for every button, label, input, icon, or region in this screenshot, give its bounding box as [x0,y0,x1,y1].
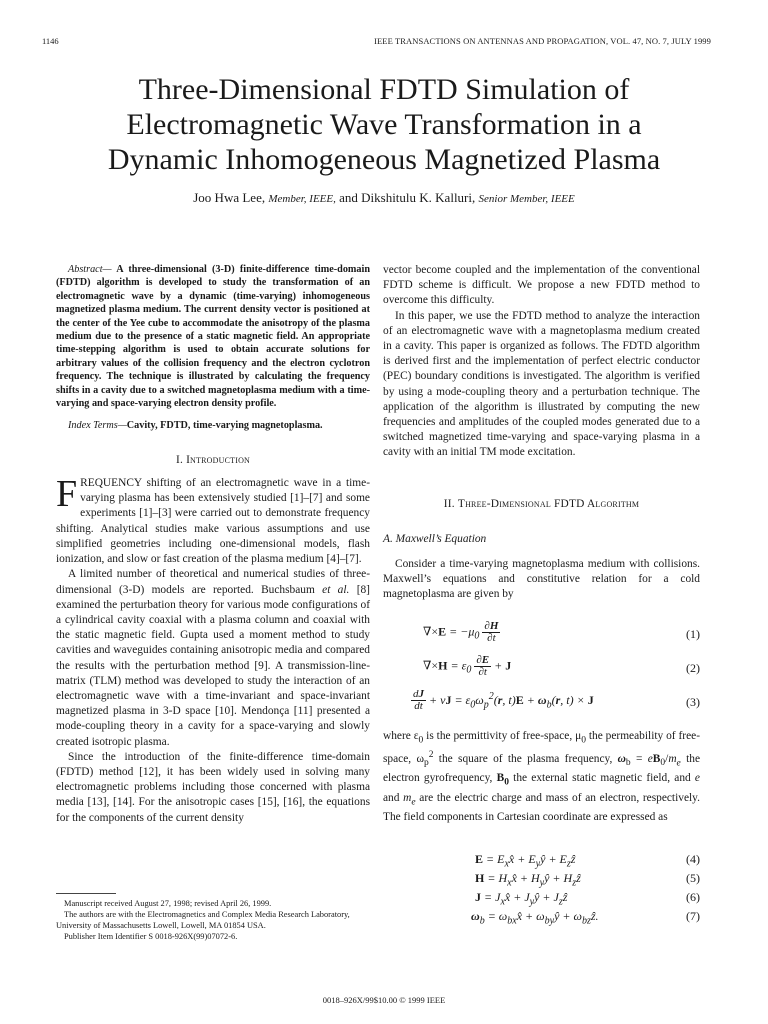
equation-1-number: (1) [686,626,700,641]
intro-p2-text-a: A limited number of theoretical and numerical studies of three-dimensional (3-D) models are reported. Buchsbaum [56,568,370,596]
text-run: where ε [383,729,419,742]
intro-paragraph-3: Since the introduction of the finite-difference time-domain (FDTD) method [12], it has been widely used in solving many electromagnetic problems including those concerned with plasma media [13], [14]. For the anisotropic cases [15], [16], the equations for the components of the current density [56,750,370,824]
equation-3-number: (3) [686,694,700,709]
equation-2-number: (2) [686,660,700,675]
right-column [383,263,700,928]
text-run: the permeability of free-space, ω [383,729,700,765]
equation-2-body: $\nabla\times H = \varepsilon_0$ $\frac{\partial E}{\partial t}$ + J [423,653,512,678]
section-number: II. [443,497,455,510]
section-title: Introduction [186,453,251,466]
equations-4-7 [383,852,700,928]
equation-7-body: $\omega_b$ = $\omega_{bx}x̂$ + $\omega_{by}ŷ$ + $\omega_{bz}ẑ$. [471,908,599,926]
equation-3-body: $\frac{dJ}{dt}$ + $\nu J = \varepsilon_0\omega_p^2(r$, $t)E + \omega_b(r$, t) × J [413,688,594,713]
et-al: et al. [322,583,350,596]
right-paragraph-4: where $\varepsilon_0$ is the permittivity of free-space, $\mu_0$ the permeability of free-space, $\omega_p^2$ the square of the plasma frequency, $\omega_b = eB_0/m_e$ the electron gyrofrequency, $B_0$ the external static magnetic field, and e and $m_e$ are the electric charge and mass of an electron, respectively. The field components in Cartesian coordinate are expressed as [383,729,701,824]
equation-6-number: (6) [686,889,700,904]
footnotes [56,893,370,942]
left-column [56,263,370,826]
copyright-line: 0018–926X/99$10.00 © 1999 IEEE [322,995,446,1005]
section-number: I. [175,453,183,466]
equation-7 [383,909,700,928]
equation-4-body: $E = E_xx̂$ + $E_yŷ$ + $E_zẑ$ [475,851,576,869]
author-1: Joo Hwa Lee, [193,190,266,205]
equation-3 [383,689,700,729]
text-run: and [383,791,400,804]
equation-2 [383,655,700,689]
equation-4-number: (4) [686,851,700,866]
equation-7-number: (7) [686,908,700,923]
equation-5-number: (5) [686,870,700,885]
intro-p1-text: REQUENCY shifting of an electromagnetic wave in a time-varying plasma has been extensively studied [1]–[7] and some experiments [1]–[3] were carried out to demonstrate frequency shifting. Analytical studies make various assumptions and use simplified geometries including one-dimensional models, flash ionization, and slow or fast creation of the plasma medium [4]–[7]. [56,477,370,566]
title-line-2: Electromagnetic Wave Transformation in a [126,108,642,141]
subsection-heading: A. Maxwell’s Equation [383,532,487,545]
footnote-received: Manuscript received August 27, 1998; revised April 26, 1999. [64,899,272,908]
abstract [56,263,370,410]
author-conjunction: and [339,190,358,205]
footnote-publisher-id: Publisher Item Identifier S 0018-926X(99)07072-6. [64,932,238,941]
index-terms-text: Cavity, FDTD, time-varying magnetoplasma. [126,420,323,432]
equation-6 [383,890,700,909]
equation-5-body: $H = H_xx̂$ + $H_yŷ$ + $H_zẑ$ [475,870,581,888]
equation-1-body: $\nabla\times E = -\mu_0$ $\frac{\partial H}{\partial t}$ [423,619,499,644]
right-paragraph-1: vector become coupled and the implementation of the conventional FDTD scheme is difficult. We propose a new FDTD method to overcome this difficulty. [383,264,700,307]
intro-paragraph-2 [56,567,370,749]
abstract-text: A three-dimensional (3-D) finite-difference time-domain (FDTD) algorithm is developed to study the transformation of an electromagnetic wave by a dynamic (time-varying) inhomogeneous magnetized plasma medium. The current density vector is positioned at the center of the Yee cube to accommodate the anisotropy of the plasma medium due to the presence of a static magnetic field. An appropriate time-stepping algorithm is used to obtain accurate solutions for arbitrary values of the collision frequency and the electron cyclotron frequency. The technique is illustrated by calculating the frequency shifts in a cavity due to a switched magnetoplasma medium with a time-varying and space-varying electron density profile. [56,264,371,410]
drop-cap: F [56,473,78,516]
text-run: the square of the plasma frequency, [438,752,613,765]
author-1-role: Member, IEEE, [268,193,336,205]
equation-1 [383,621,700,655]
title-line-3: Dynamic Inhomogeneous Magnetized Plasma [107,143,661,176]
index-terms-label: Index Terms— [68,420,127,432]
index-terms [56,419,370,432]
intro-paragraph-1 [56,473,370,567]
author-line [40,190,728,206]
footnote-affiliation: The authors are with the Electromagnetics and Complex Media Research Laboratory, University of Massachusetts Lowell, Lowell, MA 01854 USA. [56,910,350,930]
text-run: the electron gyrofrequency, [383,752,701,785]
footnote-rule [56,893,116,894]
equation-6-body: $J = J_xx̂$ + $J_yŷ$ + $J_zẑ$ [475,889,568,907]
author-2: Dikshitulu K. Kalluri, [361,190,476,205]
running-head: IEEE TRANSACTIONS ON ANTENNAS AND PROPAGATION, VOL. 47, NO. 7, JULY 1999 [374,36,711,46]
abstract-label: Abstract— [68,264,112,275]
section-title: Three-Dimensional FDTD Algorithm [457,497,640,510]
right-paragraph-3: Consider a time-varying magnetoplasma medium with collisions. Maxwell’s equations and constitutive relation for a cold magnetoplasma are given by [383,558,700,601]
section-heading-2 [383,497,700,512]
equation-5 [383,871,700,890]
section-heading-1 [56,453,370,468]
text-run: are the electric charge and mass of an electron, respectively. The field components in Cartesian coordinate are expressed as [383,791,700,824]
author-2-role: Senior Member, IEEE [478,193,575,205]
text-run: the external static magnetic field, and [513,772,691,785]
page-number: 1146 [42,36,59,46]
equation-4 [383,852,700,871]
title-line-1: Three-Dimensional FDTD Simulation of [138,73,630,106]
paper-title [40,72,728,177]
intro-p2-text-b: [8] examined the perturbation theory for various mode configurations of a cylindrical cavity coaxial with a plasma column and coaxial with the static magnetic field. Gupta used a moment method to study cavities and waveguides containing anisotropic media and compared the results with the perturbation method [9]. A transmission-line-matrix (TLM) method was developed to study the interaction of an electromagnetic wave with a time-invariant and space-invariant magnetized plasma in 3-D space [10]. Mendonça [11] presented a mode-coupling theory in a cavity for a space-varying and slowly created isotropic plasma. [56,583,370,748]
text-run: is the permittivity of free-space, μ [426,729,582,742]
right-paragraph-2: In this paper, we use the FDTD method to analyze the interaction of an electromagnetic wave with a magnetoplasma medium created in a cavity. This paper is organized as follows. The FDTD algorithm is derived first and the implementation of perfect electric conductor (PEC) boundary conditions is investigated. The algorithm is verified by using a mode-coupling theory and a perturbation technique. The application of the algorithm is illustrated by computing the new frequencies and amplitudes of the coupled modes generated due to a switched magnetized time-varying and space-varying plasma in a cavity with an initial TM mode excitation. [383,309,700,459]
